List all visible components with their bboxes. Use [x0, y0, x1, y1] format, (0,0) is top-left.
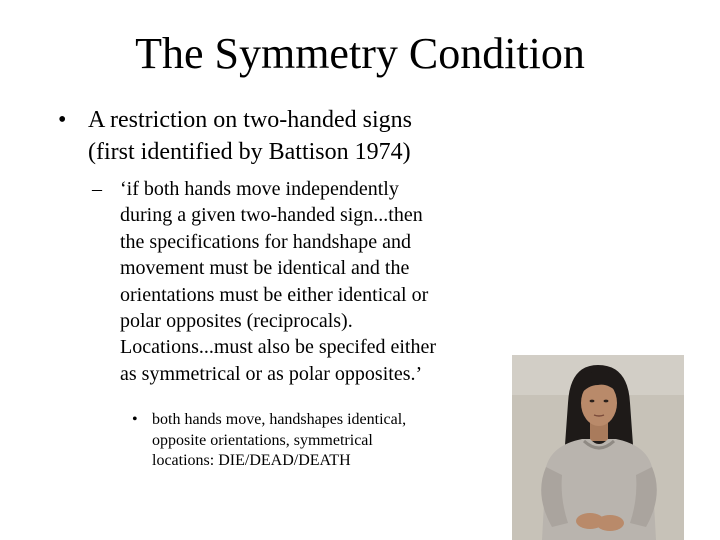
quote-line: polar opposites (reciprocals).	[120, 310, 353, 333]
bullet-line: both hands move, handshapes identical,	[152, 411, 407, 428]
quote-line: the specifications for handshape and	[120, 230, 412, 253]
hand-right	[596, 515, 624, 531]
bullet-line: (first identified by Battison 1974)	[88, 139, 411, 165]
bullet-line: A restriction on two-handed signs	[88, 107, 412, 133]
quote-line: orientations must be either identical or	[120, 283, 429, 306]
quote-line: as symmetrical or as polar opposites.’	[120, 362, 423, 385]
bullet-text	[152, 410, 492, 472]
dash-marker: –	[92, 178, 102, 200]
bullet-line: opposite orientations, symmetrical	[152, 431, 373, 449]
quote-line: movement must be identical and the	[120, 257, 410, 280]
eye-left	[590, 400, 595, 403]
bullet-marker: •	[132, 411, 138, 428]
bullet-marker: •	[58, 107, 67, 133]
eye-right	[604, 400, 609, 403]
quote-line: Locations...must also be specifed either	[120, 336, 437, 359]
quote-text	[120, 176, 512, 387]
slide-title: The Symmetry Condition	[135, 29, 585, 78]
quote-line: ‘if both hands move independently	[120, 178, 399, 200]
bullet-text	[88, 104, 518, 168]
signer-image	[512, 355, 684, 540]
signer-video-frame	[512, 355, 684, 540]
bullet-line: locations: DIE/DEAD/DEATH	[152, 452, 351, 469]
quote-line: during a given two-handed sign...then	[120, 204, 423, 227]
